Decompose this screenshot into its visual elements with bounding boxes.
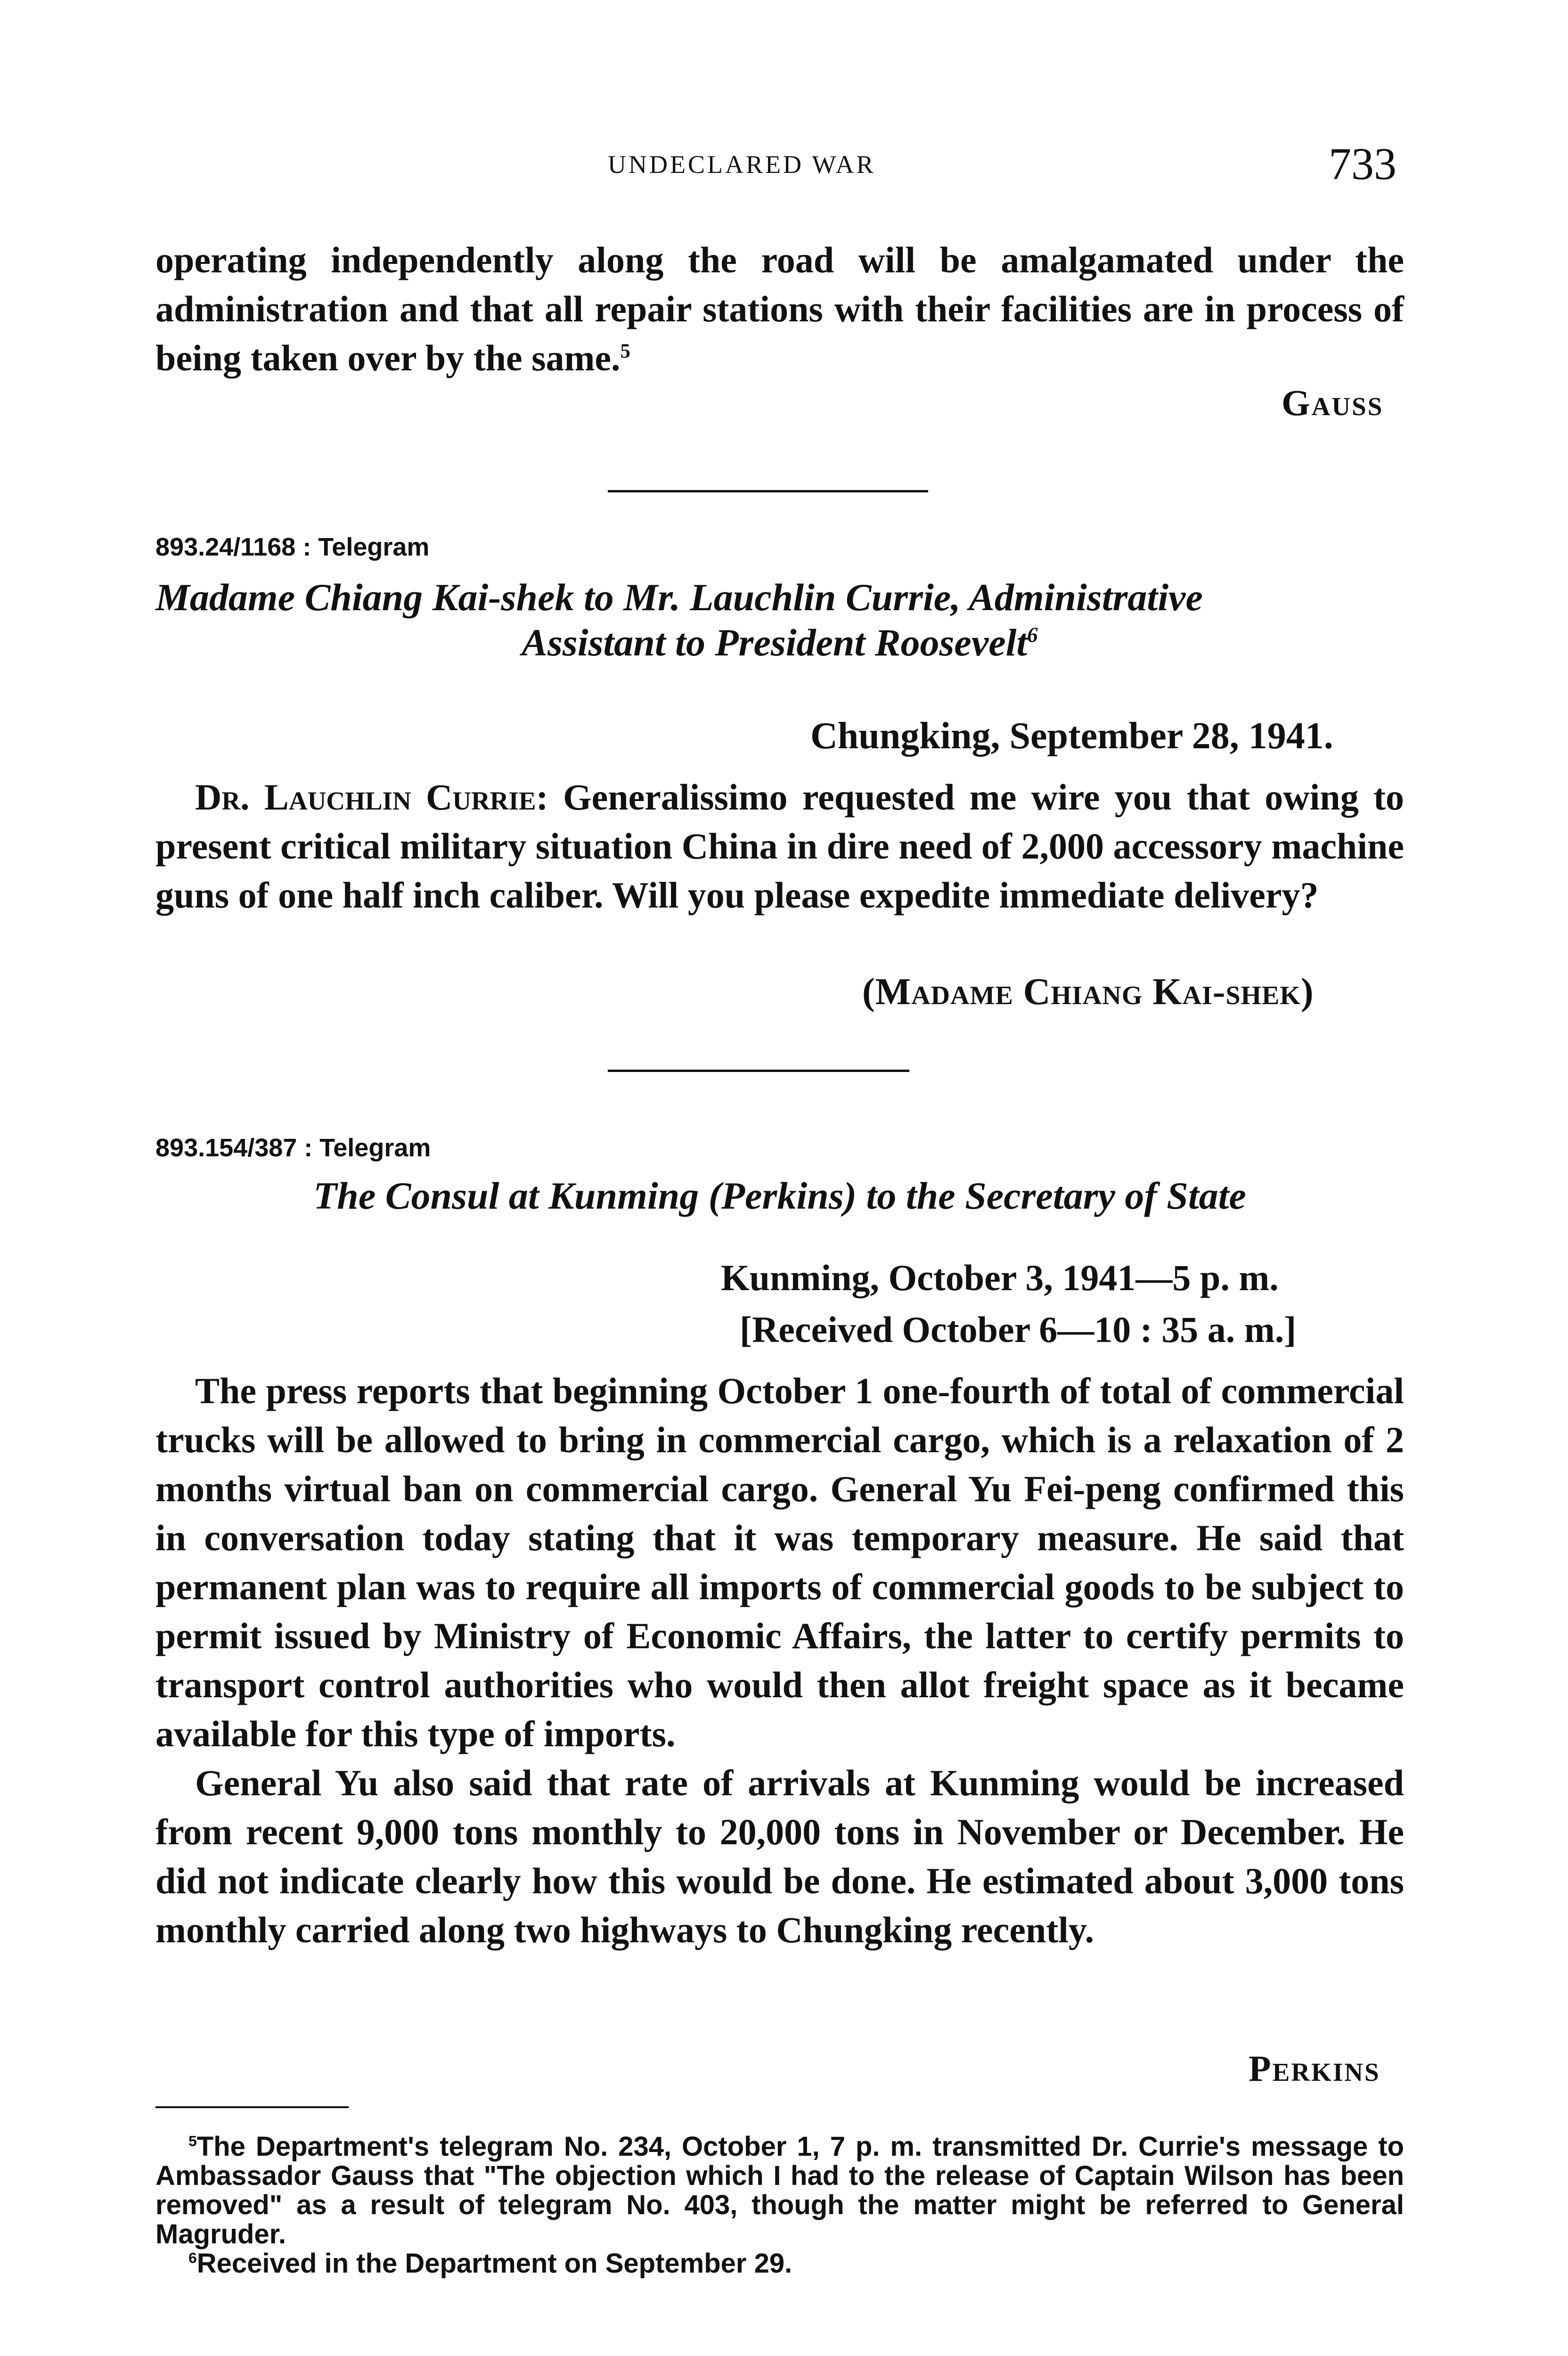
footnote-text: Received in the Department on September 29. [196, 2248, 792, 2279]
salutation: Dr. Lauchlin Currie: [195, 777, 548, 818]
signature-madame-chiang: (Madame Chiang Kai-shek) [862, 971, 1314, 1013]
document-heading [155, 575, 1404, 665]
footnote-text: The Department's telegram No. 234, October 1, 7 p. m. transmitted Dr. Currie's message to Ambassador Gauss that "The objection which I had to the release of Captain Wilson has been removed" as a result of telegram No. 403, though the matter might be referred to General Magruder. [155, 2131, 1404, 2250]
footnote-divider [155, 2106, 349, 2108]
received-line: [Received October 6—10 : 35 a. m.] [740, 1309, 1297, 1350]
paragraph-1: The press reports that beginning October 1 one-fourth of total of commercial trucks will be allowed to bring in commercial cargo, which is a relaxation of 2 months virtual ban on commercial cargo. General Yu Fei-peng confirmed this in conversation today stating that it was temporary measure. He said that permanent plan was to require all imports of commercial goods to be subject to permit issued by Ministry of Economic Affairs, the latter to certify permits to transport control authorities who would then allot freight space as it became available for this type of imports. [155, 1370, 1404, 1754]
footnote-mark: 5 [188, 2132, 197, 2150]
file-number: 893.154/387 : Telegram [155, 1134, 431, 1162]
footnote-5 [155, 2132, 1404, 2249]
footnotes [155, 2132, 1404, 2278]
footnote-ref-6: 6 [1027, 623, 1038, 647]
heading-line-1: Madame Chiang Kai-shek to Mr. Lauchlin Currie, Administrative [155, 576, 1203, 619]
heading-line-2-text: Assistant to President Roosevelt [522, 621, 1028, 664]
dateline: Kunming, October 3, 1941—5 p. m. [721, 1257, 1279, 1298]
document-heading: The Consul at Kunming (Perkins) to the Secretary of State [313, 1174, 1246, 1217]
file-number: 893.24/1168 : Telegram [155, 533, 430, 561]
page-number: 733 [1329, 139, 1396, 189]
signature-gauss: Gauss [1282, 382, 1384, 423]
running-head: UNDECLARED WAR [608, 150, 876, 179]
section-divider [608, 1070, 909, 1072]
telegram-text [155, 773, 1404, 920]
footnote-6 [155, 2249, 1404, 2278]
consul-telegram-text [155, 1366, 1404, 1955]
footnote-mark: 6 [188, 2249, 197, 2266]
heading-line-2 [155, 620, 1404, 665]
paragraph-2: General Yu also said that rate of arrivals at Kunming would be increased from recent 9,000 tons monthly to 20,000 tons in November or December. He did not indicate clearly how this would be done. He estimated about 3,000 tons monthly carried along two highways to Chungking recently. [155, 1762, 1404, 1950]
footnote-ref-5: 5 [620, 340, 630, 362]
signature-perkins: Perkins [1249, 2048, 1380, 2089]
dateline: Chungking, September 28, 1941. [810, 715, 1333, 757]
section-divider [608, 490, 928, 492]
previous-document-text [155, 236, 1404, 383]
previous-document-paragraph: operating independently along the road will be amalgamated under the administration and that all repair stations with their facilities are in process of being taken over by the same. [155, 239, 1404, 378]
telegram-paragraph: Generalissimo requested me wire you that owing to present critical military situation China in dire need of 2,000 accessory machine guns of one half inch caliber. Will you please expedite immediate delivery? [155, 777, 1405, 916]
